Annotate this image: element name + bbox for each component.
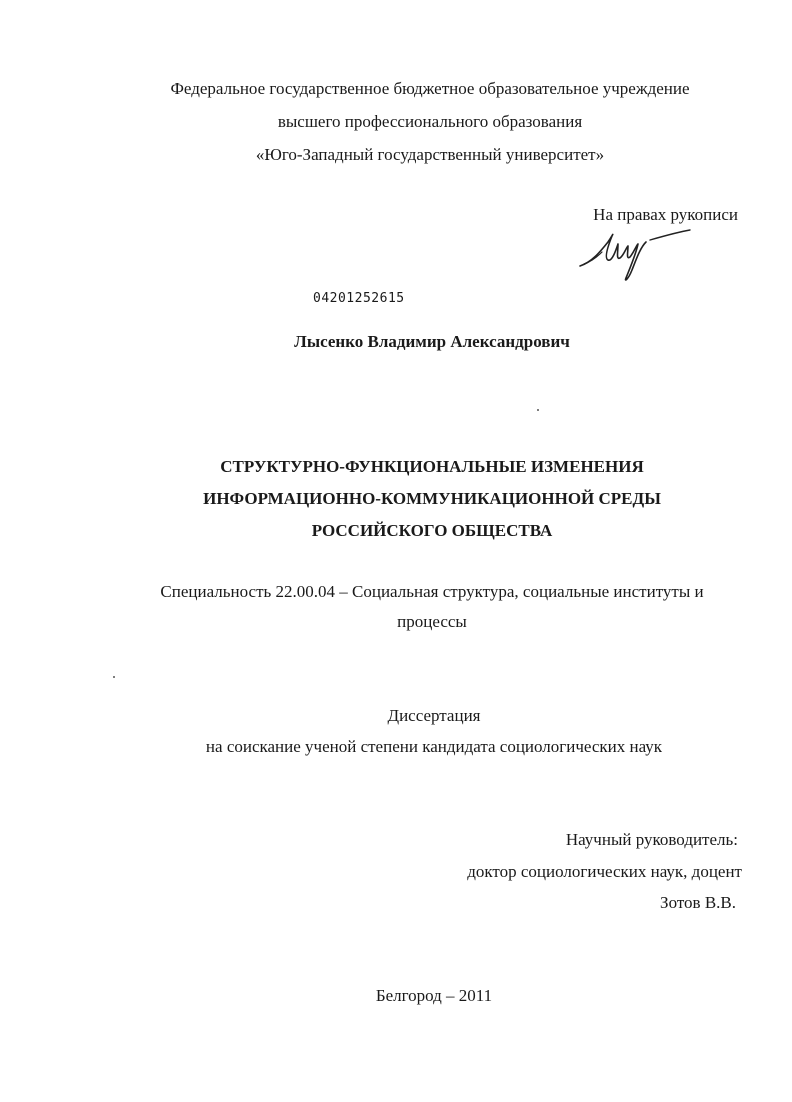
degree-type: Диссертация [387,706,481,725]
scan-speck [113,676,115,678]
degree-description: на соискание ученой степени кандидата социологических наук [205,737,663,756]
specialty-line-1: Специальность 22.00.04 – Социальная структура, социальные институты и [160,582,704,601]
supervisor-credentials: доктор социологических наук, доцент [467,862,742,881]
scan-speck [537,409,539,411]
specialty-line-2: процессы [397,612,467,631]
institution-line-1: Федеральное государственное бюджетное образовательное учреждение [170,79,690,98]
supervisor-name: Зотов В.В. [660,893,736,912]
title-line-3: РОССИЙСКОГО ОБЩЕСТВА [311,521,553,540]
institution-line-2: высшего профессионального образования [277,112,583,131]
handwritten-signature [578,222,693,284]
manuscript-note: На правах рукописи [593,205,738,224]
title-line-1: СТРУКТУРНО-ФУНКЦИОНАЛЬНЫЕ ИЗМЕНЕНИЯ [220,457,644,476]
supervisor-label: Научный руководитель: [565,830,738,849]
registration-number: 04201252615 [313,291,405,306]
place-year: Белгород – 2011 [375,986,493,1005]
institution-line-3: «Юго-Западный государственный университет» [255,145,605,164]
author-name: Лысенко Владимир Александрович [294,332,570,351]
title-line-2: ИНФОРМАЦИОННО-КОММУНИКАЦИОННОЙ СРЕДЫ [203,489,661,508]
